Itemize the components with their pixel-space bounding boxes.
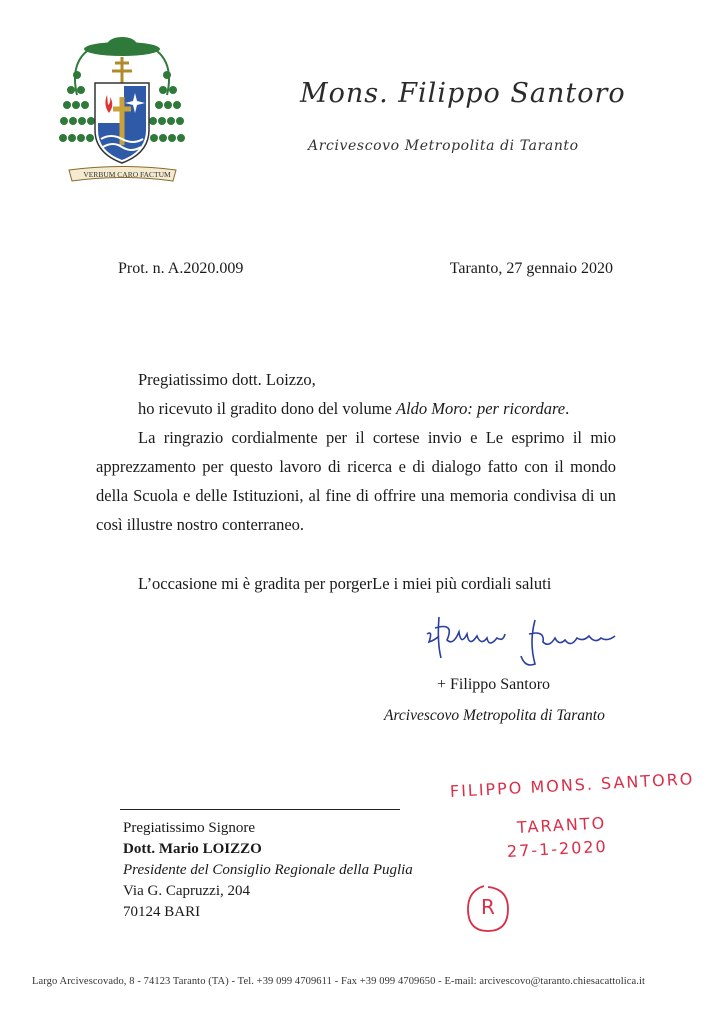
recipient-surname: LOIZZO <box>202 841 262 857</box>
paragraph-2: La ringrazio cordialmente per il cortese invio e Le esprimo il mio apprezzamento per questo lavoro di ricerca e di dialogo fatto con il mondo della Scuola e delle Istituzioni, al fine di offrire una memoria condivisa di un così illustre nostro conterraneo. <box>96 428 616 534</box>
signer-name: + Filippo Santoro <box>437 676 551 693</box>
handwritten-stamp <box>464 883 512 935</box>
stamp-letter: R <box>481 895 495 919</box>
place-date: Taranto, 27 gennaio 2020 <box>449 260 613 277</box>
signer-title: Arcivescovo Metropolita di Taranto <box>384 707 605 724</box>
coat-of-arms-motto: VERBUM CARO FACTUM <box>83 170 171 179</box>
paragraph-1-end: . <box>565 399 570 418</box>
handwritten-signature <box>425 612 620 672</box>
recipient-greeting: Pregiatissimo Signore <box>123 820 256 836</box>
recipient-street: Via G. Capruzzi, 204 <box>123 883 250 899</box>
letter-body <box>96 365 616 539</box>
handwritten-note-name: FILIPPO MONS. SANTORO <box>449 769 695 801</box>
recipient-role: Presidente del Consiglio Regionale della Puglia <box>123 862 413 878</box>
recipient-name <box>123 839 413 860</box>
paragraph-1-text: ho ricevuto il gradito dono del volume <box>138 399 396 418</box>
book-title: Aldo Moro: per ricordare <box>396 399 566 418</box>
protocol-number: Prot. n. A.2020.009 <box>118 260 244 277</box>
recipient-city: 70124 BARI <box>123 904 201 920</box>
divider <box>120 809 400 810</box>
footer-contact: Largo Arcivescovado, 8 - 74123 Taranto (TA) - Tel. +39 099 4709611 - Fax +39 099 4709650 - E-mail: arcivescovo@taranto.chiesacattolica.it <box>32 976 646 987</box>
letterhead-title: Arcivescovo Metropolita di Taranto <box>308 138 579 154</box>
paragraph-1 <box>96 394 616 423</box>
recipient-address <box>123 818 413 923</box>
salutation: Pregiatissimo dott. Loizzo, <box>138 370 316 389</box>
handwritten-note-date: 27-1-2020 <box>506 836 609 861</box>
recipient-name-prefix: Dott. Mario <box>123 841 203 857</box>
handwritten-note-city: TARANTO <box>516 813 607 837</box>
letterhead-name: Mons. Filippo Santoro <box>300 78 626 109</box>
closing: L’occasione mi è gradita per porgerLe i miei più cordiali saluti <box>138 574 552 593</box>
